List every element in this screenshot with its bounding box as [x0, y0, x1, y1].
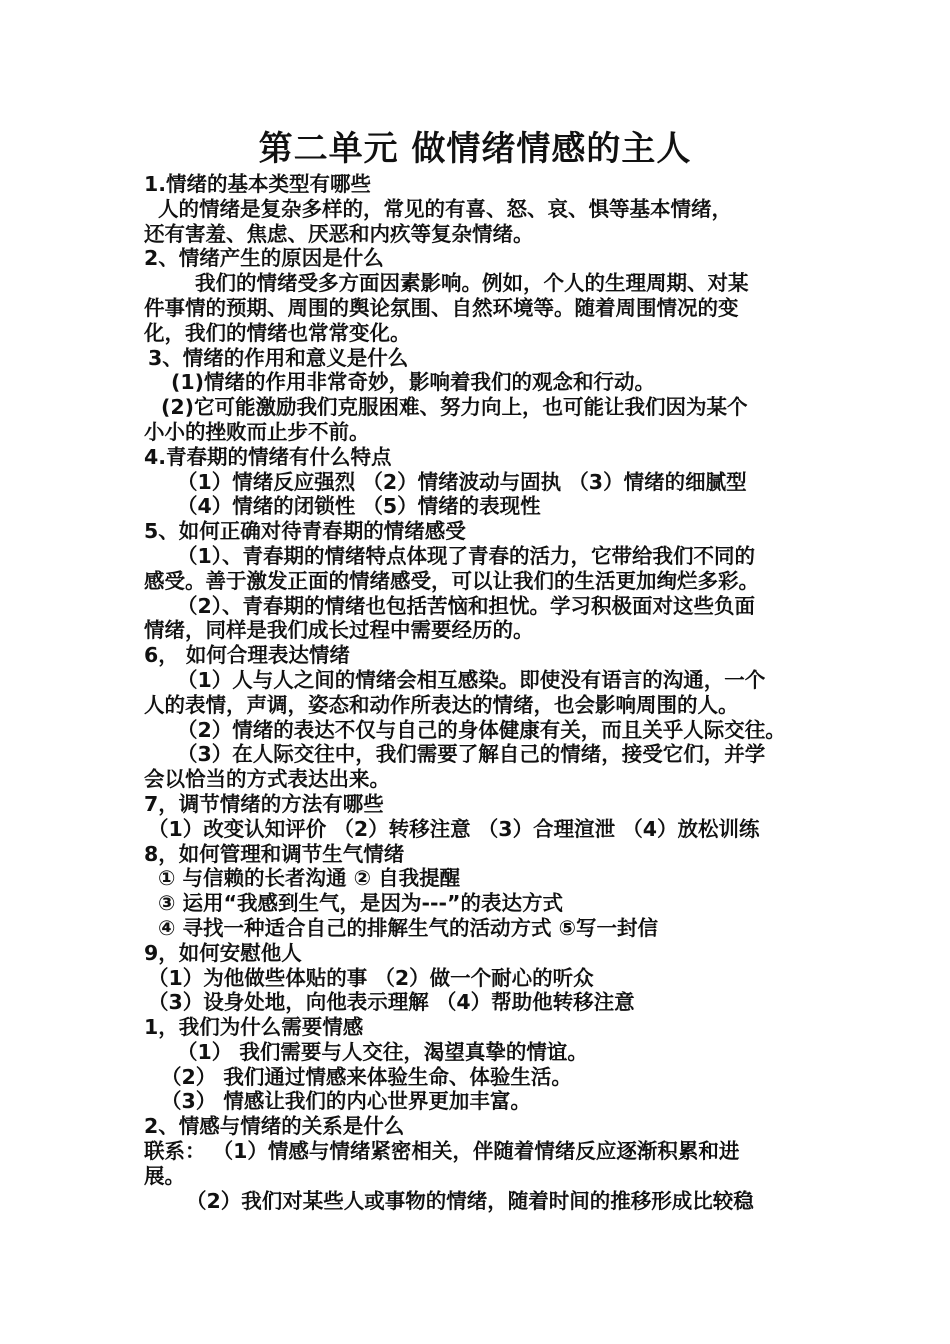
text-line: 7，调节情绪的方法有哪些 — [144, 791, 384, 816]
text-line: （3） 情感让我们的内心世界更加丰富。 — [161, 1089, 531, 1114]
text-line: ④ 寻找一种适合自己的排解生气的活动方式 ⑤写一封信 — [158, 915, 658, 940]
text-line: 8，如何管理和调节生气情绪 — [144, 841, 405, 866]
text-line: ① 与信赖的长者沟通 ② 自我提醒 — [158, 866, 461, 891]
text-line: 情绪，同样是我们成长过程中需要经历的。 — [144, 618, 534, 643]
text-line: 2、情绪产生的原因是什么 — [144, 246, 384, 271]
text-line: ③ 运用“我感到生气，是因为---”的表达方式 — [158, 891, 563, 916]
text-line: （4）情绪的闭锁性 （5）情绪的表现性 — [177, 494, 541, 519]
text-line: 人的情绪是复杂多样的，常见的有喜、怒、哀、惧等基本情绪， — [158, 196, 732, 221]
text-line: （2）情绪的表达不仅与自己的身体健康有关，而且关乎人际交往。 — [177, 717, 786, 742]
text-line: 化，我们的情绪也常常变化。 — [144, 320, 411, 345]
text-line: 联系： （1）情感与情绪紧密相关，伴随着情绪反应逐渐积累和进 — [144, 1139, 740, 1164]
text-line: 2、情感与情绪的关系是什么 — [144, 1114, 405, 1139]
text-line: 6， 如何合理表达情绪 — [144, 643, 350, 668]
text-line: (2)它可能激励我们克服困难、努力向上，也可能让我们因为某个 — [161, 395, 748, 420]
text-line: （1）人与人之间的情绪会相互感染。即使没有语言的沟通，一个 — [177, 667, 766, 692]
text-line: （1） 我们需要与人交往，渴望真挚的情谊。 — [177, 1039, 588, 1064]
text-line: （1）改变认知评价 （2）转移注意 （3）合理渲泄 （4）放松训练 — [148, 816, 760, 841]
text-line: 件事情的预期、周围的舆论氛围、自然环境等。随着周围情况的变 — [144, 295, 739, 320]
text-line: 展。 — [144, 1163, 185, 1188]
text-line: （2）、青春期的情绪也包括苦恼和担忧。学习积极面对这些负面 — [177, 593, 756, 618]
text-line: 小小的挫败而止步不前。 — [144, 419, 370, 444]
text-line: 3、情绪的作用和意义是什么 — [148, 345, 409, 370]
text-line: (1)情绪的作用非常奇妙，影响着我们的观念和行动。 — [171, 370, 656, 395]
text-line: 4.青春期的情绪有什么特点 — [144, 444, 392, 469]
text-line: 我们的情绪受多方面因素影响。例如，个人的生理周期、对某 — [195, 271, 749, 296]
document-body — [144, 172, 824, 1213]
text-line: 还有害羞、焦虑、厌恶和内疚等复杂情绪。 — [144, 221, 534, 246]
text-line: 9，如何安慰他人 — [144, 940, 302, 965]
text-line: （3）在人际交往中，我们需要了解自己的情绪，接受它们，并学 — [177, 742, 766, 767]
text-line: （1）情绪反应强烈 （2）情绪波动与固执 （3）情绪的细腻型 — [177, 469, 747, 494]
text-line: 会以恰当的方式表达出来。 — [144, 767, 390, 792]
text-line: 5、如何正确对待青春期的情绪感受 — [144, 519, 466, 544]
text-line: （2） 我们通过情感来体验生命、体验生活。 — [161, 1064, 572, 1089]
text-line: 1.情绪的基本类型有哪些 — [144, 172, 372, 196]
text-line: （1）、青春期的情绪特点体现了青春的活力，它带给我们不同的 — [177, 543, 756, 568]
text-line: （3）设身处地，向他表示理解 （4）帮助他转移注意 — [148, 990, 635, 1015]
text-line: （2）我们对某些人或事物的情绪，随着时间的推移形成比较稳 — [186, 1188, 754, 1213]
text-line: 感受。善于激发正面的情绪感受，可以让我们的生活更加绚烂多彩。 — [144, 568, 759, 593]
text-line: 人的表情，声调，姿态和动作所表达的情绪，也会影响周围的人。 — [144, 692, 739, 717]
text-line: （1）为他做些体贴的事 （2）做一个耐心的听众 — [148, 965, 594, 990]
page-title: 第二单元 做情绪情感的主人 — [258, 129, 692, 169]
text-line: 1，我们为什么需要情感 — [144, 1015, 364, 1040]
